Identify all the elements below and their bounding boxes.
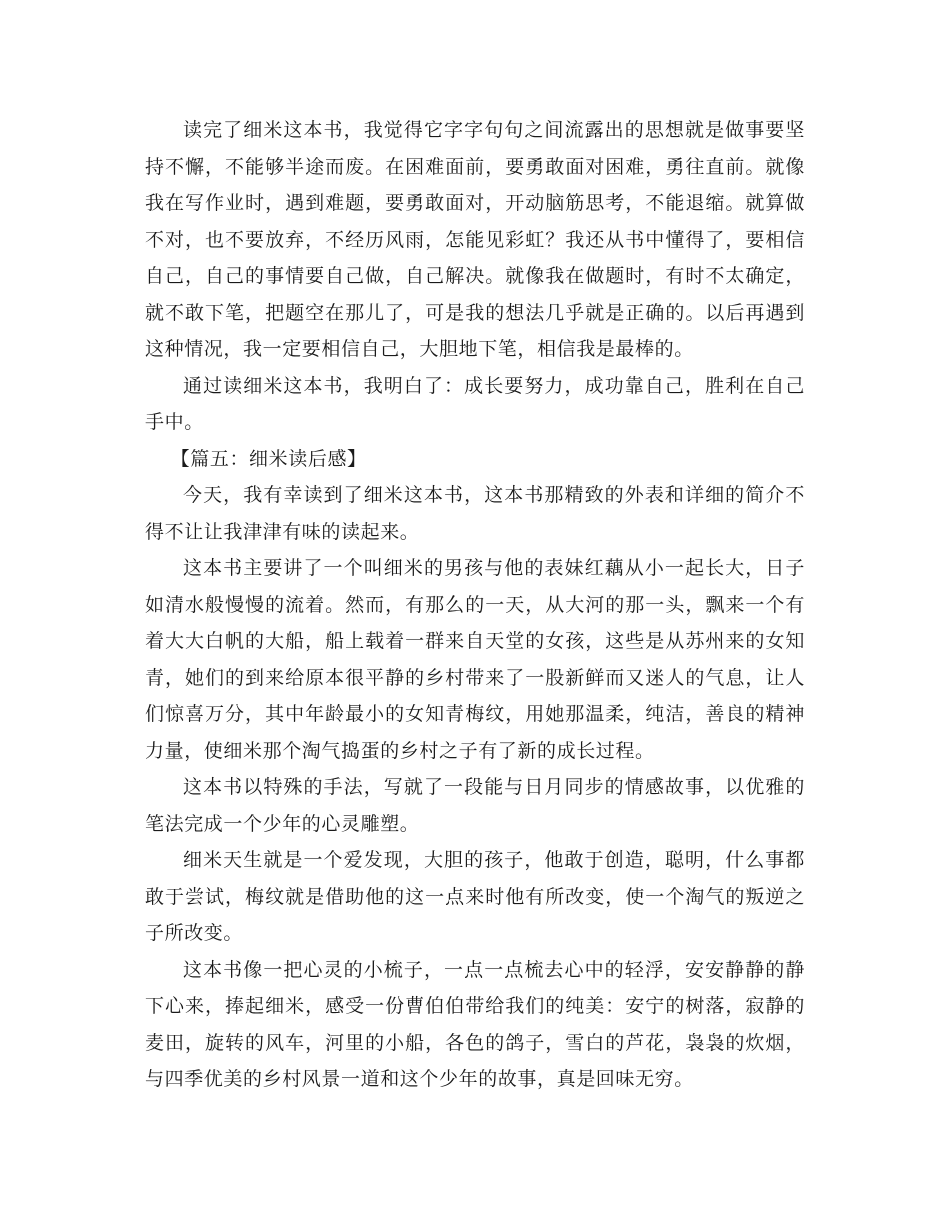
paragraph-reflection: 读完了细米这本书，我觉得它字字句句之间流露出的思想就是做事要坚持不懈，不能够半途而废。在困难面前，要勇敢面对困难，勇往直前。就像我在写作业时，遇到难题，要勇敢面对，开动脑筋思考，不能退缩。就算做不对，也不要放弃，不经历风雨，怎能见彩虹？我还从书中懂得了，要相信自己，自己的事情要自己做，自己解决。就像我在做题时，有时不太确定，就不敢下笔，把题空在那儿了，可是我的想法几乎就是正确的。以后再遇到这种情况，我一定要相信自己，大胆地下笔，相信我是最棒的。 [145,119,805,360]
document-body [145,112,805,1098]
paragraph-conclusion: 通过读细米这本书，我明白了：成长要努力，成功靠自己，胜利在自己手中。 [145,374,805,433]
paragraph-intro: 今天，我有幸读到了细米这本书，这本书那精致的外表和详细的简介不得不让让我津津有味的读起来。 [145,484,805,543]
paragraph-closing: 这本书像一把心灵的小梳子，一点一点梳去心中的轻浮，安安静静的静下心来，捧起细米，感受一份曹伯伯带给我们的纯美：安宁的树落，寂静的麦田，旋转的风车，河里的小船，各色的鸽子，雪白的芦花，袅袅的炊烟，与四季优美的乡村风景一道和这个少年的故事，真是回味无穷。 [145,958,805,1090]
paragraph-character: 细米天生就是一个爱发现，大胆的孩子，他敢于创造，聪明，什么事都敢于尝试，梅纹就是借助他的这一点来时他有所改变，使一个淘气的叛逆之子所改变。 [145,849,805,944]
section-heading: 【篇五：细米读后感】 [170,447,367,470]
paragraph-summary: 这本书主要讲了一个叫细米的男孩与他的表妹红藕从小一起长大，日子如清水般慢慢的流着。然而，有那么的一天，从大河的那一头，飘来一个有着大大白帆的大船，船上载着一群来自天堂的女孩，这些是从苏州来的女知青，她们的到来给原本很平静的乡村带来了一股新鲜而又迷人的气息，让人们惊喜万分，其中年龄最小的女知青梅纹，用她那温柔，纯洁，善良的精神力量，使细米那个淘气捣蛋的乡村之子有了新的成长过程。 [145,557,805,762]
paragraph-style: 这本书以特殊的手法，写就了一段能与日月同步的情感故事，以优雅的笔法完成一个少年的心灵雕塑。 [145,776,805,835]
